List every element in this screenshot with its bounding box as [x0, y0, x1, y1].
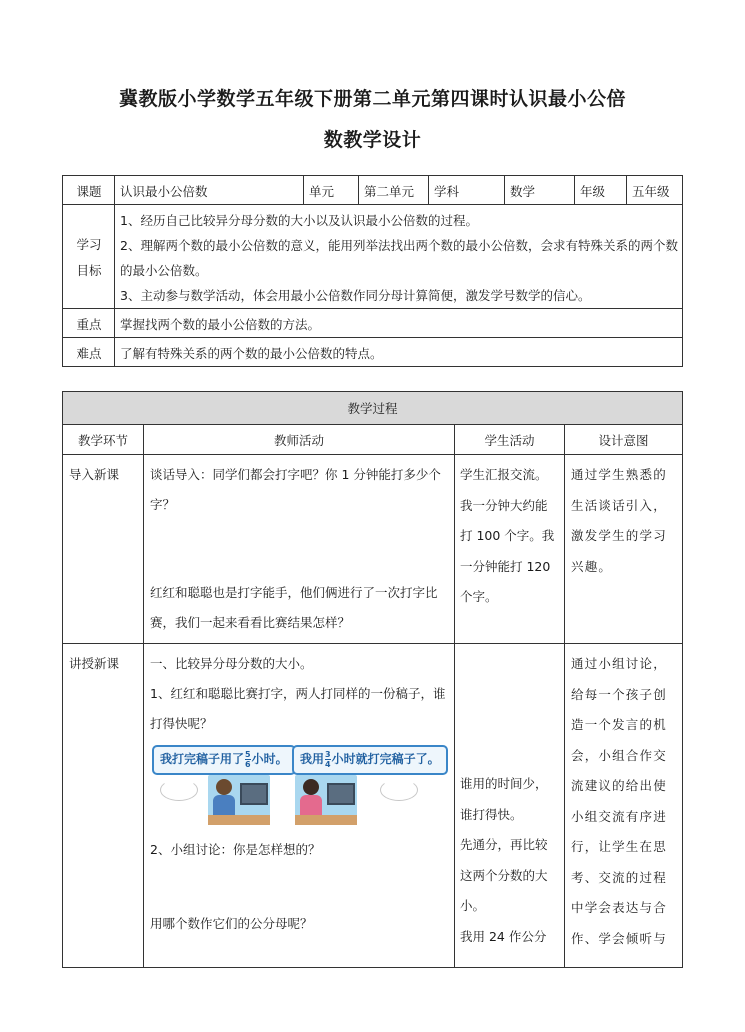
- speech-right-text-a: 我用: [300, 752, 325, 766]
- document-title-line-1: 冀教版小学数学五年级下册第二单元第四课时认识最小公倍: [118, 88, 626, 110]
- speech-right-text-b: 小时就打完稿子了。: [331, 752, 440, 766]
- topic-label: 课题: [63, 176, 115, 205]
- speech-bubble-right: [292, 745, 448, 775]
- decorative-swirl-icon: [380, 779, 418, 801]
- student-activity-new-lesson: [455, 644, 565, 968]
- boy-at-computer-icon: [208, 775, 270, 825]
- student-activity-intro: 学生汇报交流。我一分钟大约能打 100 个字。我一分钟能打 120 个字。: [455, 455, 565, 644]
- goal-item-1: 1、经历自己比较异分母分数的大小以及认识最小公倍数的过程。: [120, 213, 478, 228]
- subject-label: 学科: [429, 176, 505, 205]
- design-intent-new-lesson: 通过小组讨论，给每一个孩子创造一个发言的机会，小组合作交流建议的给出使小组交流有序进行，让学生在思考、交流的过程中学会表达与合作、学会倾听与: [565, 644, 683, 968]
- decorative-swirl-icon: [160, 779, 198, 801]
- design-intent-intro: 通过学生熟悉的生活谈话引入，激发学生的学习兴趣。: [565, 455, 683, 644]
- fraction-right-numerator: 3: [325, 750, 331, 759]
- fraction-left-denominator: 6: [245, 760, 251, 769]
- document-title-line-2: 数教学设计: [323, 129, 422, 151]
- teacher-intro-question: 谈话导入：同学们都会打字吧？你 1 分钟能打多少个字？: [150, 467, 441, 512]
- goal-item-3: 3、主动参与数学活动，体会用最小公倍数作同分母计算简便，激发学号数学的信心。: [120, 288, 591, 303]
- column-header-student: 学生活动: [455, 425, 565, 455]
- goals-label-line-1: 学习: [76, 237, 102, 252]
- goals-label: [63, 205, 115, 309]
- topic-value: 认识最小公倍数: [115, 176, 304, 205]
- goal-item-2: 2、理解两个数的最小公倍数的意义，能用列举法找出两个数的最小公倍数，会求有特殊关系的两个数的最小公倍数。: [120, 238, 678, 278]
- teacher-group-discussion: 2、小组讨论：你是怎样想的？: [150, 842, 321, 857]
- column-header-intent: 设计意图: [565, 425, 683, 455]
- teacher-comparison-question: 1、红红和聪聪比赛打字，两人打同样的一份稿子，谁打得快呢？: [150, 686, 446, 731]
- student-answer-1: 谁用的时间少，谁打得快。: [460, 776, 548, 822]
- key-point-value: 掌握找两个数的最小公倍数的方法。: [115, 309, 683, 338]
- fraction-right-denominator: 4: [325, 760, 331, 769]
- student-answer-2: 先通分，再比较这两个分数的大小。: [460, 837, 548, 913]
- teacher-common-denominator-question: 用哪个数作它们的公分母呢？: [150, 916, 313, 931]
- goals-label-line-2: 目标: [76, 263, 102, 278]
- student-answer-3: 我用 24 作公分: [460, 928, 547, 944]
- fraction-three-quarters: [325, 750, 331, 769]
- subject-value: 数学: [505, 176, 575, 205]
- teacher-intro-transition: 红红和聪聪也是打字能手，他们俩进行了一次打字比赛，我们一起来看看比赛结果怎样？: [150, 585, 438, 630]
- unit-label: 单元: [304, 176, 359, 205]
- key-point-label: 重点: [63, 309, 115, 338]
- girl-at-computer-icon: [295, 775, 357, 825]
- stage-new-lesson: 讲授新课: [63, 644, 144, 968]
- grade-label: 年级: [575, 176, 627, 205]
- fraction-five-sixths: [245, 750, 251, 769]
- difficulty-value: 了解有特殊关系的两个数的最小公倍数的特点。: [115, 338, 683, 367]
- typing-race-illustration: [150, 745, 445, 827]
- speech-left-text-b: 小时。: [251, 752, 288, 766]
- lesson-info-table: [62, 175, 683, 367]
- teaching-process-table: [62, 391, 683, 968]
- unit-value: 第二单元: [359, 176, 429, 205]
- teacher-activity-intro: [144, 455, 455, 644]
- speech-left-text-a: 我打完稿子用了: [160, 752, 245, 766]
- stage-intro: 导入新课: [63, 455, 144, 644]
- column-header-teacher: 教师活动: [144, 425, 455, 455]
- teacher-activity-new-lesson: [144, 644, 455, 968]
- teacher-section-heading: 一、比较异分母分数的大小。: [150, 656, 313, 671]
- grade-value: 五年级: [627, 176, 683, 205]
- speech-bubble-left: [152, 745, 296, 775]
- difficulty-label: 难点: [63, 338, 115, 367]
- column-header-stage: 教学环节: [63, 425, 144, 455]
- process-header: 教学过程: [63, 392, 683, 425]
- goals-content: [115, 205, 683, 309]
- fraction-left-numerator: 5: [245, 750, 251, 759]
